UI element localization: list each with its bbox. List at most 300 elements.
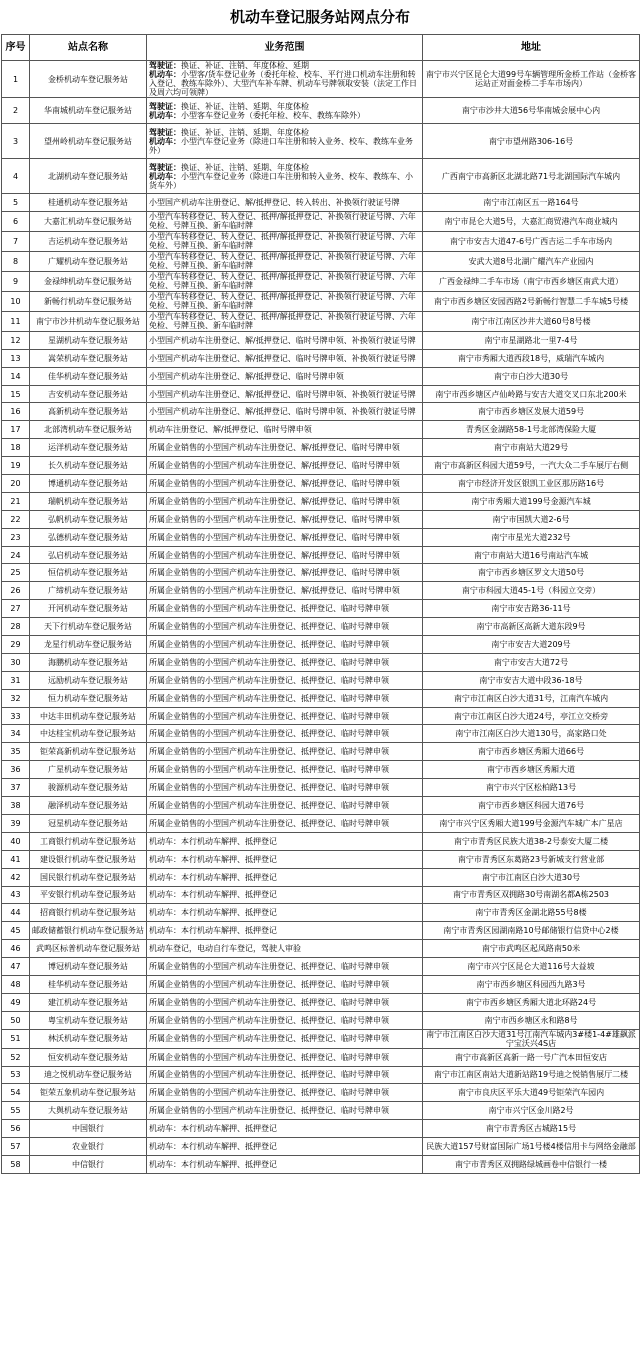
- cell-scope: 所属企业销售的小型国产机动车注册登记、抵押登记、临时号牌申领: [147, 653, 423, 671]
- cell-name: 北湖机动车登记服务站: [30, 159, 147, 194]
- table-row: [2, 797, 640, 815]
- cell-name: 天下行机动车登记服务站: [30, 618, 147, 636]
- cell-addr: 南宁市星湖路北一里7-4号: [423, 331, 640, 349]
- header-addr: 地址: [423, 35, 640, 61]
- cell-addr: 南宁市青秀区古城路15号: [423, 1120, 640, 1138]
- cell-no: 4: [2, 159, 30, 194]
- cell-scope: 所属企业销售的小型国产机动车注册登记、抵押登记、临时号牌申领: [147, 600, 423, 618]
- cell-scope: 小型汽车转移登记、转入登记、抵押/解抵押登记、补换领行驶证号牌、六年免检、号牌互换、新车临时牌: [147, 251, 423, 271]
- cell-addr: 南宁市西乡塘区罗文大道50号: [423, 564, 640, 582]
- cell-addr: 南宁市安吉大道中段36-18号: [423, 671, 640, 689]
- cell-scope: 所属企业销售的小型国产机动车注册登记、抵押登记、临时号牌申领: [147, 1011, 423, 1029]
- cell-name: 博通机动车登记服务站: [30, 475, 147, 493]
- cell-no: 40: [2, 832, 30, 850]
- scope-label: 驾驶证：: [149, 127, 181, 137]
- cell-scope: 小型国产机动车注册登记、解/抵押登记、临时号牌申领、补换领行驶证号牌: [147, 403, 423, 421]
- cell-scope: 机动车注册登记、解/抵押登记、临时号牌申领: [147, 421, 423, 439]
- cell-no: 23: [2, 528, 30, 546]
- cell-scope: 所属企业销售的小型国产机动车注册登记、抵押登记、临时号牌申领: [147, 743, 423, 761]
- cell-scope: [147, 61, 423, 98]
- table-row: [2, 421, 640, 439]
- cell-scope: 机动车：本行机动车解押、抵押登记: [147, 1155, 423, 1173]
- table-row: [2, 582, 640, 600]
- cell-addr: 南宁市南站大道29号: [423, 439, 640, 457]
- cell-no: 1: [2, 61, 30, 98]
- cell-addr: 南宁市江南区南站大道新站路19号迪之悦销售展厅二楼: [423, 1066, 640, 1084]
- cell-name: 大嘉汇机动车登记服务站: [30, 211, 147, 231]
- cell-addr: 南宁市兴宁区金川路2号: [423, 1102, 640, 1120]
- table-row: [2, 403, 640, 421]
- cell-scope: 所属企业销售的小型国产机动车注册登记、抵押登记、临时号牌申领: [147, 671, 423, 689]
- table-row: [2, 975, 640, 993]
- cell-name: 桂华机动车登记服务站: [30, 975, 147, 993]
- cell-addr: 南宁市西乡塘区永和路8号: [423, 1011, 640, 1029]
- table-row: [2, 564, 640, 582]
- table-row: [2, 1066, 640, 1084]
- cell-scope: 所属企业销售的小型国产机动车注册登记、抵押登记、临时号牌申领: [147, 1029, 423, 1048]
- table-row: [2, 1155, 640, 1173]
- scope-line: [149, 102, 420, 111]
- cell-name: 平安银行机动车登记服务站: [30, 886, 147, 904]
- table-row: [2, 761, 640, 779]
- cell-no: 31: [2, 671, 30, 689]
- table-row: [2, 510, 640, 528]
- scope-text: 小型客车登记业务（委托年检、校车、教练车除外）: [181, 110, 365, 120]
- table-row: [2, 439, 640, 457]
- cell-scope: 所属企业销售的小型国产机动车注册登记、解/抵押登记、临时号牌申领: [147, 564, 423, 582]
- cell-no: 7: [2, 231, 30, 251]
- cell-name: 工商银行机动车登记服务站: [30, 832, 147, 850]
- cell-no: 32: [2, 689, 30, 707]
- cell-addr: 南宁市青秀区双拥路30号南湖名都A栋2503: [423, 886, 640, 904]
- cell-no: 29: [2, 636, 30, 654]
- cell-addr: 南宁市江南区白沙大道30号: [423, 868, 640, 886]
- cell-scope: [147, 159, 423, 194]
- cell-scope: 机动车：本行机动车解押、抵押登记: [147, 1138, 423, 1156]
- table-row: [2, 958, 640, 976]
- cell-scope: 机动车：本行机动车解押、抵押登记: [147, 832, 423, 850]
- scope-line: [149, 70, 420, 97]
- cell-name: 冠星机动车登记服务站: [30, 814, 147, 832]
- cell-name: 大舆机动车登记服务站: [30, 1102, 147, 1120]
- scope-line: [149, 163, 420, 172]
- cell-addr: 南宁市秀厢大道199号金源汽车城: [423, 492, 640, 510]
- cell-addr: 南宁市青秀区金湖北路55号8楼: [423, 904, 640, 922]
- cell-no: 58: [2, 1155, 30, 1173]
- cell-name: 融泽机动车登记服务站: [30, 797, 147, 815]
- cell-no: 20: [2, 475, 30, 493]
- cell-addr: 南宁市兴宁区昆仑大道116号大益坡: [423, 958, 640, 976]
- cell-scope: 小型国产机动车注册登记、解/抵押登记、临时号牌申领、补换领行驶证号牌: [147, 385, 423, 403]
- cell-name: 吉安机动车登记服务站: [30, 385, 147, 403]
- cell-addr: 南宁市青秀区园湖南路10号邮储银行信贷中心2楼: [423, 922, 640, 940]
- scope-line: [149, 111, 420, 120]
- cell-name: 桂通机动车登记服务站: [30, 194, 147, 212]
- cell-scope: 所属企业销售的小型国产机动车注册登记、抵押登记、临时号牌申领: [147, 975, 423, 993]
- cell-addr: 南宁市良庆区平乐大道49号钜荣汽车园内: [423, 1084, 640, 1102]
- table-row: [2, 1048, 640, 1066]
- table-row: [2, 653, 640, 671]
- cell-no: 36: [2, 761, 30, 779]
- cell-name: 迪之悦机动车登记服务站: [30, 1066, 147, 1084]
- table-row: [2, 311, 640, 331]
- cell-addr: 南宁市西乡塘区卢仙岭路与安吉大道交叉口东北200米: [423, 385, 640, 403]
- table-row: [2, 832, 640, 850]
- cell-no: 33: [2, 707, 30, 725]
- cell-name: 钜荣高新机动车登记服务站: [30, 743, 147, 761]
- cell-no: 24: [2, 546, 30, 564]
- cell-name: 海鹏机动车登记服务站: [30, 653, 147, 671]
- cell-no: 56: [2, 1120, 30, 1138]
- table-row: [2, 271, 640, 291]
- cell-scope: 所属企业销售的小型国产机动车注册登记、解/抵押登记、临时号牌申领: [147, 528, 423, 546]
- table-row: [2, 231, 640, 251]
- cell-scope: 所属企业销售的小型国产机动车注册登记、解/抵押登记、临时号牌申领: [147, 582, 423, 600]
- cell-addr: 南宁市高新区科园大道59号，一汽大众二手车展厅右侧: [423, 457, 640, 475]
- table-row: [2, 61, 640, 98]
- cell-addr: 南宁市高新区高新一路一号广汽本田恒安店: [423, 1048, 640, 1066]
- cell-name: 华南城机动车登记服务站: [30, 98, 147, 124]
- cell-scope: 所属企业销售的小型国产机动车注册登记、抵押登记、临时号牌申领: [147, 689, 423, 707]
- cell-no: 25: [2, 564, 30, 582]
- cell-name: 招商银行机动车登记服务站: [30, 904, 147, 922]
- cell-scope: 所属企业销售的小型国产机动车注册登记、解/抵押登记、临时号牌申领: [147, 457, 423, 475]
- cell-no: 48: [2, 975, 30, 993]
- table-row: [2, 1120, 640, 1138]
- cell-addr: 青秀区金湖路58-1号北部湾保险大厦: [423, 421, 640, 439]
- table-row: [2, 922, 640, 940]
- cell-no: 21: [2, 492, 30, 510]
- cell-addr: 南宁市安吉路36-11号: [423, 600, 640, 618]
- cell-scope: 小型国产机动车注册登记、解/抵押登记、临时号牌申领: [147, 367, 423, 385]
- cell-name: 建江机动车登记服务站: [30, 993, 147, 1011]
- cell-addr: 南宁市白沙大道30号: [423, 367, 640, 385]
- table-row: [2, 124, 640, 159]
- table-row: [2, 689, 640, 707]
- table-row: [2, 367, 640, 385]
- cell-scope: 所属企业销售的小型国产机动车注册登记、抵押登记、临时号牌申领: [147, 779, 423, 797]
- cell-addr: 南宁市西乡塘区科园大道76号: [423, 797, 640, 815]
- table-row: [2, 618, 640, 636]
- table-row: [2, 600, 640, 618]
- cell-addr: 南宁市青秀区双拥路绿城画卷中信银行一楼: [423, 1155, 640, 1173]
- cell-no: 9: [2, 271, 30, 291]
- cell-addr: 南宁市经济开发区银凯工业区那历路16号: [423, 475, 640, 493]
- cell-no: 12: [2, 331, 30, 349]
- table-row: [2, 251, 640, 271]
- cell-name: 星湖机动车登记服务站: [30, 331, 147, 349]
- cell-name: 邮政储蓄银行机动车登记服务站: [30, 922, 147, 940]
- cell-name: 新畅行机动车登记服务站: [30, 291, 147, 311]
- cell-name: 金禄绅机动车登记服务站: [30, 271, 147, 291]
- cell-addr: 广西南宁市高新区北湖北路71号北湖国际汽车城内: [423, 159, 640, 194]
- table-row: [2, 1084, 640, 1102]
- cell-scope: [147, 98, 423, 124]
- table-row: [2, 1102, 640, 1120]
- cell-addr: 南宁市江南区白沙大道31号，江南汽车城内: [423, 689, 640, 707]
- table-row: [2, 779, 640, 797]
- table-row: [2, 725, 640, 743]
- cell-no: 14: [2, 367, 30, 385]
- cell-no: 39: [2, 814, 30, 832]
- cell-addr: 南宁市国凯大道2-6号: [423, 510, 640, 528]
- cell-name: 弘启机动车登记服务站: [30, 546, 147, 564]
- cell-addr: 南宁市兴宁区松柏路13号: [423, 779, 640, 797]
- cell-name: 远励机动车登记服务站: [30, 671, 147, 689]
- cell-no: 46: [2, 940, 30, 958]
- cell-scope: 所属企业销售的小型国产机动车注册登记、解/抵押登记、临时号牌申领: [147, 510, 423, 528]
- cell-addr: 南宁市科园大道45-1号（科园立交旁）: [423, 582, 640, 600]
- table-row: [2, 194, 640, 212]
- cell-no: 35: [2, 743, 30, 761]
- cell-addr: 南宁市秀厢大道西段18号，威瑞汽车城内: [423, 349, 640, 367]
- scope-text: 小型客/货车登记业务（委托年检、校车、平行进口机动车注册和转入登记、教练车除外）、大型汽车补车牌、机动车号牌领取安装（法定工作日及周六均可领牌）: [149, 70, 417, 97]
- cell-name: 望州岭机动车登记服务站: [30, 124, 147, 159]
- table-row: [2, 1138, 640, 1156]
- table-body: [2, 61, 640, 1174]
- scope-label: 机动车：: [149, 70, 181, 79]
- table-row: [2, 886, 640, 904]
- cell-name: 钜荣五象机动车登记服务站: [30, 1084, 147, 1102]
- scope-line: [149, 61, 420, 70]
- cell-no: 54: [2, 1084, 30, 1102]
- cell-no: 22: [2, 510, 30, 528]
- cell-addr: 南宁市西乡塘区科园西九路3号: [423, 975, 640, 993]
- table-row: [2, 1029, 640, 1048]
- scope-label: 驾驶证：: [149, 162, 181, 172]
- table-row: [2, 868, 640, 886]
- cell-name: 国民银行机动车登记服务站: [30, 868, 147, 886]
- scope-text: 换证、补证、注销、延期、年度体检: [181, 101, 309, 111]
- table-row: [2, 636, 640, 654]
- scope-label: 驾驶证：: [149, 101, 181, 111]
- cell-name: 南宁市沙井机动车登记服务站: [30, 311, 147, 331]
- cell-name: 建设银行机动车登记服务站: [30, 850, 147, 868]
- cell-no: 50: [2, 1011, 30, 1029]
- cell-scope: 所属企业销售的小型国产机动车注册登记、抵押登记、临时号牌申领: [147, 636, 423, 654]
- cell-addr: 南宁市安吉大道47-6号广西吉运二手车市场内: [423, 231, 640, 251]
- cell-scope: 小型汽车转移登记、转入登记、抵押/解抵押登记、补换领行驶证号牌、六年免检、号牌互换、新车临时牌: [147, 211, 423, 231]
- cell-addr: 南宁市西乡塘区秀厢大道北环路24号: [423, 993, 640, 1011]
- scope-label: 机动车：: [149, 136, 181, 146]
- cell-scope: [147, 124, 423, 159]
- table-row: [2, 671, 640, 689]
- cell-addr: 民族大道157号财富国际广场1号楼4楼信用卡与网络金融部: [423, 1138, 640, 1156]
- cell-scope: 小型汽车转移登记、转入登记、抵押/解抵押登记、补换领行驶证号牌、六年免检、号牌互换、新车临时牌: [147, 271, 423, 291]
- cell-no: 51: [2, 1029, 30, 1048]
- cell-addr: 南宁市江南区白沙大道24号，亭江立交桥旁: [423, 707, 640, 725]
- scope-text: 小型汽车登记业务（除进口车注册和转入业务、校车、教练车业务外）: [149, 136, 413, 155]
- table-row: [2, 159, 640, 194]
- cell-addr: 南宁市安吉大道72号: [423, 653, 640, 671]
- cell-name: 弘德机动车登记服务站: [30, 528, 147, 546]
- cell-name: 长久机动车登记服务站: [30, 457, 147, 475]
- table-row: [2, 743, 640, 761]
- cell-no: 45: [2, 922, 30, 940]
- cell-name: 中达丰田机动车登记服务站: [30, 707, 147, 725]
- cell-addr: 广西金禄绅二手车市场（南宁市西乡塘区南武大道）: [423, 271, 640, 291]
- cell-no: 8: [2, 251, 30, 271]
- scope-line: [149, 128, 420, 137]
- table-row: [2, 940, 640, 958]
- cell-no: 42: [2, 868, 30, 886]
- cell-no: 53: [2, 1066, 30, 1084]
- table-row: [2, 475, 640, 493]
- cell-name: 骏源机动车登记服务站: [30, 779, 147, 797]
- cell-addr: 南宁市兴宁区秀厢大道199号金源汽车城广本广星店: [423, 814, 640, 832]
- cell-no: 52: [2, 1048, 30, 1066]
- cell-name: 开河机动车登记服务站: [30, 600, 147, 618]
- cell-no: 38: [2, 797, 30, 815]
- table-row: [2, 850, 640, 868]
- cell-addr: 南宁市望州路306-16号: [423, 124, 640, 159]
- cell-addr: 南宁市星光大道232号: [423, 528, 640, 546]
- cell-no: 13: [2, 349, 30, 367]
- cell-scope: 所属企业销售的小型国产机动车注册登记、解/抵押登记、临时号牌申领: [147, 439, 423, 457]
- cell-no: 55: [2, 1102, 30, 1120]
- cell-addr: 南宁市青秀区民族大道38-2号泰安大厦二楼: [423, 832, 640, 850]
- cell-name: 嵩荣机动车登记服务站: [30, 349, 147, 367]
- table-row: [2, 546, 640, 564]
- cell-name: 武鸣区标普机动车登记服务站: [30, 940, 147, 958]
- cell-no: 47: [2, 958, 30, 976]
- cell-name: 农业银行: [30, 1138, 147, 1156]
- cell-name: 林沃机动车登记服务站: [30, 1029, 147, 1048]
- cell-scope: 小型国产机动车注册登记、解/抵押登记、临时号牌申领、补换领行驶证号牌: [147, 331, 423, 349]
- cell-scope: 所属企业销售的小型国产机动车注册登记、抵押登记、临时号牌申领: [147, 707, 423, 725]
- cell-addr: 南宁市西乡塘区发展大道59号: [423, 403, 640, 421]
- scope-label: 机动车：: [149, 171, 181, 181]
- table-row: [2, 1011, 640, 1029]
- cell-scope: 所属企业销售的小型国产机动车注册登记、解/抵押登记、临时号牌申领: [147, 492, 423, 510]
- cell-addr: 南宁市江南区白沙大道31号江南汽车城内3#楼1-4#雄飙派宁宝沃兴4S店: [423, 1029, 640, 1048]
- cell-name: 恒力机动车登记服务站: [30, 689, 147, 707]
- scope-line: [149, 137, 420, 155]
- scope-text: 换证、补证、注销、延期、年度体检: [181, 127, 309, 137]
- table-row: [2, 211, 640, 231]
- table-row: [2, 904, 640, 922]
- cell-addr: 南宁市安吉大道209号: [423, 636, 640, 654]
- cell-no: 6: [2, 211, 30, 231]
- cell-no: 19: [2, 457, 30, 475]
- cell-scope: 机动车：本行机动车解押、抵押登记: [147, 850, 423, 868]
- cell-name: 博冠机动车登记服务站: [30, 958, 147, 976]
- cell-name: 龙星行机动车登记服务站: [30, 636, 147, 654]
- cell-no: 41: [2, 850, 30, 868]
- scope-text: 换证、补证、注销、年度体检、延期: [181, 61, 309, 70]
- cell-no: 15: [2, 385, 30, 403]
- cell-no: 17: [2, 421, 30, 439]
- scope-text: 换证、补证、注销、延期、年度体检: [181, 162, 309, 172]
- cell-name: 广星机动车登记服务站: [30, 761, 147, 779]
- cell-addr: 南宁市青秀区东葛路23号新城支行营业部: [423, 850, 640, 868]
- cell-addr: 南宁市昆仑大道5号，大嘉汇商贸港汽车商业城内: [423, 211, 640, 231]
- cell-no: 44: [2, 904, 30, 922]
- cell-scope: 机动车：本行机动车解押、抵押登记: [147, 886, 423, 904]
- cell-addr: 南宁市江南区沙井大道60号8号楼: [423, 311, 640, 331]
- cell-no: 18: [2, 439, 30, 457]
- cell-addr: 南宁市南站大道16号南站汽车城: [423, 546, 640, 564]
- table-row: [2, 457, 640, 475]
- cell-no: 3: [2, 124, 30, 159]
- cell-name: 北部湾机动车登记服务站: [30, 421, 147, 439]
- table-row: [2, 492, 640, 510]
- cell-name: 中国银行: [30, 1120, 147, 1138]
- cell-scope: 所属企业销售的小型国产机动车注册登记、抵押登记、临时号牌申领: [147, 814, 423, 832]
- cell-scope: 所属企业销售的小型国产机动车注册登记、抵押登记、临时号牌申领: [147, 797, 423, 815]
- cell-scope: 机动车登记，电动自行车登记，驾驶人审验: [147, 940, 423, 958]
- cell-no: 30: [2, 653, 30, 671]
- cell-scope: 小型汽车转移登记、转入登记、抵押/解抵押登记、补换领行驶证号牌、六年免检、号牌互换、新车临时牌: [147, 231, 423, 251]
- table-row: [2, 331, 640, 349]
- table-row: [2, 993, 640, 1011]
- cell-no: 10: [2, 291, 30, 311]
- scope-label: 机动车：: [149, 110, 181, 120]
- cell-name: 弘帆机动车登记服务站: [30, 510, 147, 528]
- cell-scope: 所属企业销售的小型国产机动车注册登记、抵押登记、临时号牌申领: [147, 618, 423, 636]
- header-scope: 业务范围: [147, 35, 423, 61]
- cell-name: 中信银行: [30, 1155, 147, 1173]
- cell-name: 中达桂宝机动车登记服务站: [30, 725, 147, 743]
- table-row: [2, 385, 640, 403]
- cell-addr: 南宁市西乡塘区秀厢大道66号: [423, 743, 640, 761]
- cell-scope: 机动车：本行机动车解押、抵押登记: [147, 1120, 423, 1138]
- cell-name: 恒信机动车登记服务站: [30, 564, 147, 582]
- cell-scope: 所属企业销售的小型国产机动车注册登记、抵押登记、临时号牌申领: [147, 993, 423, 1011]
- table-row: [2, 291, 640, 311]
- cell-addr: 南宁市西乡塘区安园西路2号新畅行智慧二手车城5号楼: [423, 291, 640, 311]
- table-row: [2, 814, 640, 832]
- cell-no: 26: [2, 582, 30, 600]
- table-row: [2, 98, 640, 124]
- cell-scope: 机动车：本行机动车解押、抵押登记: [147, 904, 423, 922]
- cell-no: 5: [2, 194, 30, 212]
- cell-scope: 机动车：本行机动车解押、抵押登记: [147, 868, 423, 886]
- cell-no: 11: [2, 311, 30, 331]
- cell-scope: 所属企业销售的小型国产机动车注册登记、抵押登记、临时号牌申领: [147, 761, 423, 779]
- cell-scope: 所属企业销售的小型国产机动车注册登记、抵押登记、临时号牌申领: [147, 725, 423, 743]
- cell-scope: 所属企业销售的小型国产机动车注册登记、抵押登记、临时号牌申领: [147, 1048, 423, 1066]
- cell-no: 49: [2, 993, 30, 1011]
- cell-scope: 所属企业销售的小型国产机动车注册登记、抵押登记、临时号牌申领: [147, 1102, 423, 1120]
- cell-scope: 所属企业销售的小型国产机动车注册登记、解/抵押登记、临时号牌申领: [147, 546, 423, 564]
- cell-scope: 小型汽车转移登记、转入登记、抵押/解抵押登记、补换领行驶证号牌、六年免检、号牌互换、新车临时牌: [147, 311, 423, 331]
- cell-addr: 南宁市江南区五一路164号: [423, 194, 640, 212]
- cell-name: 粤宝机动车登记服务站: [30, 1011, 147, 1029]
- scope-label: 驾驶证：: [149, 61, 181, 70]
- cell-name: 广缔机动车登记服务站: [30, 582, 147, 600]
- table-row: [2, 707, 640, 725]
- cell-addr: 南宁市西乡塘区秀厢大道: [423, 761, 640, 779]
- cell-no: 43: [2, 886, 30, 904]
- header-name: 站点名称: [30, 35, 147, 61]
- cell-name: 恒安机动车登记服务站: [30, 1048, 147, 1066]
- header-no: 序号: [2, 35, 30, 61]
- page-title: 机动车登记服务站网点分布: [229, 8, 410, 26]
- cell-no: 16: [2, 403, 30, 421]
- cell-scope: 所属企业销售的小型国产机动车注册登记、抵押登记、临时号牌申领: [147, 1066, 423, 1084]
- cell-no: 57: [2, 1138, 30, 1156]
- cell-scope: 机动车：本行机动车解押、抵押登记: [147, 922, 423, 940]
- cell-scope: 小型国产机动车注册登记、解/抵押登记、临时号牌申领、补换领行驶证号牌: [147, 349, 423, 367]
- cell-addr: 南宁市沙井大道56号华南城会展中心内: [423, 98, 640, 124]
- cell-no: 34: [2, 725, 30, 743]
- cell-name: 广耀机动车登记服务站: [30, 251, 147, 271]
- cell-scope: 所属企业销售的小型国产机动车注册登记、抵押登记、临时号牌申领: [147, 958, 423, 976]
- cell-addr: 南宁市高新区高新大道东段9号: [423, 618, 640, 636]
- cell-name: 高新机动车登记服务站: [30, 403, 147, 421]
- cell-scope: 小型汽车转移登记、转入登记、抵押/解抵押登记、补换领行驶证号牌、六年免检、号牌互换、新车临时牌: [147, 291, 423, 311]
